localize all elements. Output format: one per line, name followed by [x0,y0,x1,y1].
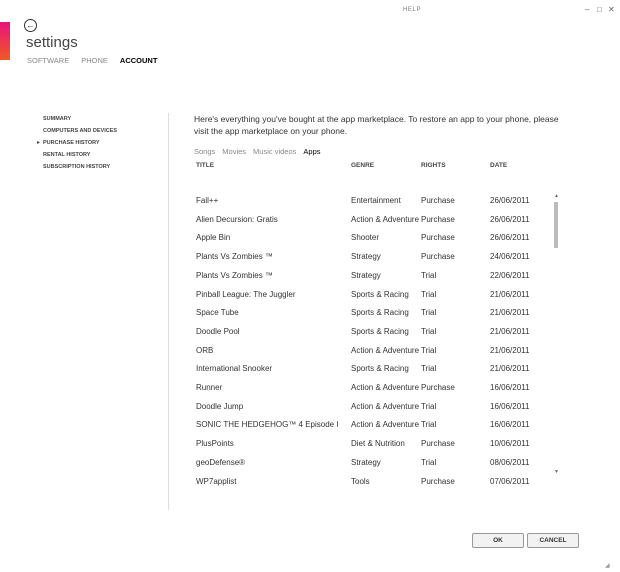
row-title: geoDefense® [196,457,246,467]
row-date: 21/06/2011 [490,345,530,355]
row-genre: Shooter [351,233,380,243]
top-tabs [27,56,157,65]
row-date: 10/06/2011 [490,439,530,449]
row-rights: Trial [421,364,437,374]
row-rights: Purchase [421,439,455,449]
row-genre: Strategy [351,270,381,280]
sub-tabs [194,147,321,156]
table-row[interactable] [0,381,560,399]
row-date: 21/06/2011 [490,364,530,374]
sidebar-item-computers-and-devices[interactable]: COMPUTERS AND DEVICES [43,128,118,134]
row-date: 22/06/2011 [490,270,530,280]
row-title: Fail++ [196,196,219,205]
row-date: 08/06/2011 [490,457,530,467]
scroll-thumb[interactable] [554,202,558,248]
row-title: Space Tube [196,308,239,318]
tab-software[interactable]: SOFTWARE [27,56,70,65]
table-row[interactable] [0,250,560,268]
resize-grip-icon[interactable]: ◢ [605,563,610,569]
row-genre: Sports & Racing [351,364,409,374]
table-row[interactable] [0,231,560,249]
table-row[interactable] [0,362,560,380]
row-title: Plants Vs Zombies ™ [196,252,273,262]
tab-account[interactable]: ACCOUNT [119,56,158,65]
table-row[interactable] [0,194,560,212]
row-title: WP7applist [196,476,237,486]
table-row[interactable] [0,456,560,474]
close-icon[interactable]: ✕ [608,5,615,14]
row-genre: Action & Adventure [351,401,420,411]
row-rights: Trial [421,289,437,299]
row-rights: Purchase [421,476,455,486]
row-date: 26/06/2011 [490,233,530,243]
row-rights: Trial [421,270,437,280]
tab-songs[interactable]: Songs [194,147,216,156]
row-genre: Strategy [351,252,381,262]
row-date: 21/06/2011 [490,326,530,336]
table-row[interactable] [0,269,560,287]
row-date: 26/06/2011 [490,196,530,205]
row-rights: Purchase [421,214,455,224]
sidebar-item-summary[interactable]: SUMMARY [43,116,72,122]
row-date: 07/06/2011 [490,476,530,486]
row-rights: Trial [421,457,437,467]
row-rights: Trial [421,420,437,430]
row-title: Doodle Pool [196,326,240,336]
row-genre: Tools [351,476,370,486]
table-row[interactable] [0,437,560,455]
row-title: SONIC THE HEDGEHOG™ 4 Episode I [196,420,339,430]
row-rights: Trial [421,308,437,318]
row-rights: Purchase [421,383,455,392]
row-genre: Action & Adventure [351,214,420,224]
row-date: 24/06/2011 [490,252,530,262]
page-title: settings [26,34,78,51]
table-row[interactable] [0,325,560,343]
intro-text: Here's everything you've bought at the app marketplace. To restore an app to your phone, please visit the app marketplace on your phone. [194,114,559,136]
row-genre: Sports & Racing [351,308,409,318]
accent-bar [0,22,10,60]
back-arrow-icon[interactable]: ← [24,19,37,32]
row-genre: Action & Adventure [351,383,420,392]
row-title: Pinball League: The Juggler [196,289,296,299]
row-title: PlusPoints [196,439,234,449]
scroll-down-icon[interactable]: ▼ [554,469,559,475]
row-title: Alien Decursion: Gratis [196,214,278,224]
row-date: 21/06/2011 [490,308,530,318]
column-header-date[interactable]: DATE [490,162,508,169]
row-rights: Purchase [421,252,455,262]
maximize-icon[interactable]: □ [597,5,602,14]
row-rights: Purchase [421,196,455,205]
column-header-rights[interactable]: RIGHTS [421,162,446,169]
row-title: Plants Vs Zombies ™ [196,270,273,280]
scrollbar[interactable] [553,193,560,477]
row-title: Runner [196,383,223,392]
ok-button[interactable]: OK [472,533,524,548]
tab-apps[interactable]: Apps [303,147,321,156]
row-rights: Trial [421,345,437,355]
table-row[interactable] [0,344,560,362]
tab-phone[interactable]: PHONE [81,56,108,65]
row-genre: Entertainment [351,196,401,205]
minimize-icon[interactable]: – [585,5,590,14]
table-row[interactable] [0,400,560,418]
column-header-title[interactable]: TITLE [196,162,215,169]
row-genre: Sports & Racing [351,326,409,336]
sidebar-item-purchase-history[interactable]: ▸ PURCHASE HISTORY [43,139,117,151]
tab-music-videos[interactable]: Music videos [253,147,297,156]
table-row[interactable] [0,288,560,306]
row-rights: Trial [421,401,437,411]
row-date: 16/06/2011 [490,401,530,411]
row-genre: Strategy [351,457,381,467]
row-date: 16/06/2011 [490,383,530,392]
row-genre: Sports & Racing [351,289,409,299]
row-rights: Trial [421,326,437,336]
row-title: ORB [196,345,214,355]
row-genre: Action & Adventure [351,420,420,430]
table-row[interactable] [0,306,560,324]
table-row[interactable] [0,475,560,493]
row-rights: Purchase [421,233,455,243]
help-link[interactable]: HELP [403,7,422,13]
column-header-genre[interactable]: GENRE [351,162,375,169]
table-row[interactable] [0,418,560,436]
sidebar [43,115,117,175]
row-genre: Action & Adventure [351,345,420,355]
tab-movies[interactable]: Movies [222,147,247,156]
row-date: 26/06/2011 [490,214,530,224]
sidebar-item-subscription-history[interactable]: SUBSCRIPTION HISTORY [43,164,111,170]
row-date: 16/06/2011 [490,420,530,430]
row-title: Apple Bin [196,233,231,243]
sidebar-item-rental-history[interactable]: RENTAL HISTORY [43,152,91,158]
row-title: Doodle Jump [196,401,244,411]
row-date: 21/06/2011 [490,289,530,299]
row-title: International Snooker [196,364,273,374]
cancel-button[interactable]: CANCEL [527,533,579,548]
table-row[interactable] [0,213,560,231]
row-genre: Diet & Nutrition [351,439,405,449]
scroll-up-icon[interactable]: ▲ [554,193,559,199]
